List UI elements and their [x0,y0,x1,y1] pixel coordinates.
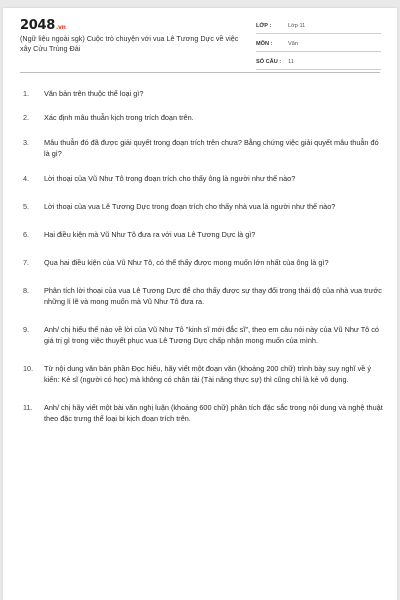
question-text: Từ nội dung văn bản phần Đọc hiểu, hãy viết một đoạn văn (khoảng 200 chữ) trình bày suy nghĩ về ý kiến: Kẻ sĩ (người có học) mà không có chân tài (Tài năng thực sự) thì cũng chỉ là kẻ vô dụng. [44,364,371,384]
question-number: 10. [23,364,34,373]
question-number: 1. [23,89,30,98]
site-logo[interactable] [20,18,66,33]
question-number: 7. [23,258,30,267]
question-text: Phân tích lời thoại của vua Lê Tương Dực để cho thấy được sự thay đổi trong thái độ của nhà vua trước những lí lẽ và mong muốn mà Vũ Như Tô đưa ra. [44,286,382,306]
worksheet-page [3,8,397,600]
question-item [23,402,383,424]
header-divider [20,72,380,73]
meta-row-subject [256,36,381,52]
question-item [23,173,383,184]
meta-row-class [256,18,381,34]
question-text: Mâu thuẫn đó đã được giải quyết trong đoạn trích trên chưa? Bằng chứng việc giải quyết mâu thuẫn đó là gì? [44,138,379,158]
question-text: Lời thoại của vua Lê Tương Dực trong đoạn trích cho thấy nhà vua là người như thế nào? [44,202,336,211]
worksheet-header [3,8,397,68]
question-number: 3. [23,138,30,147]
question-item [23,137,383,159]
question-item [23,88,383,99]
question-item [23,324,383,346]
question-number: 8. [23,286,30,295]
meta-info [256,18,381,72]
question-number: 2. [23,113,30,122]
question-text: Lời thoại của Vũ Như Tô trong đoạn trích cho thấy ông là người như thế nào? [44,174,296,183]
meta-value: Văn [288,40,298,47]
question-number: 5. [23,202,30,211]
question-number: 9. [23,325,30,334]
question-number: 11. [23,403,33,412]
question-item [23,112,383,123]
question-number: 4. [23,174,30,183]
meta-label: LỚP : [256,22,272,29]
question-text: Hai điều kiện mà Vũ Như Tô đưa ra với vua Lê Tương Dực là gì? [44,230,256,239]
logo-main: 2048 [20,18,55,33]
question-item [23,201,383,212]
question-item [23,363,383,385]
question-item [23,229,383,240]
meta-value: Lớp 11 [288,22,306,29]
question-text: Anh/ chị hiểu thế nào về lời của Vũ Như Tô "kinh sĩ mới đắc sĩ", theo em câu nói này của Vũ Như Tô có giá trị gì trong việc thuyết phục vua Lê Tương Dực chấp nhận mong muốn của mình. [44,325,379,345]
meta-value: 11 [288,58,294,65]
question-item [23,285,383,307]
question-text: Xác định mâu thuẫn kịch trong trích đoạn trên. [44,113,194,122]
question-text: Qua hai điều kiện của Vũ Như Tô, có thể thấy được mong muốn lớn nhất của ông là gì? [44,258,329,267]
question-text: Văn bản trên thuộc thể loại gì? [44,89,144,98]
meta-label: SỐ CÂU : [256,58,282,65]
question-item [23,257,383,268]
question-text: Anh/ chị hãy viết một bài văn nghị luận (khoảng 600 chữ) phân tích đặc sắc trong nội dung và nghệ thuật theo đặc trưng thể loại bi kịch đoạn trích trên. [44,403,383,423]
meta-row-question-count [256,54,381,70]
document-title: (Ngữ liệu ngoài sgk) Cuộc trò chuyện với vua Lê Tương Dực về việc xây Cửu Trùng Đài [20,34,239,53]
question-number: 6. [23,230,30,239]
logo-tld: .vn [55,24,66,31]
meta-label: MÔN : [256,40,273,47]
question-list [23,88,383,424]
